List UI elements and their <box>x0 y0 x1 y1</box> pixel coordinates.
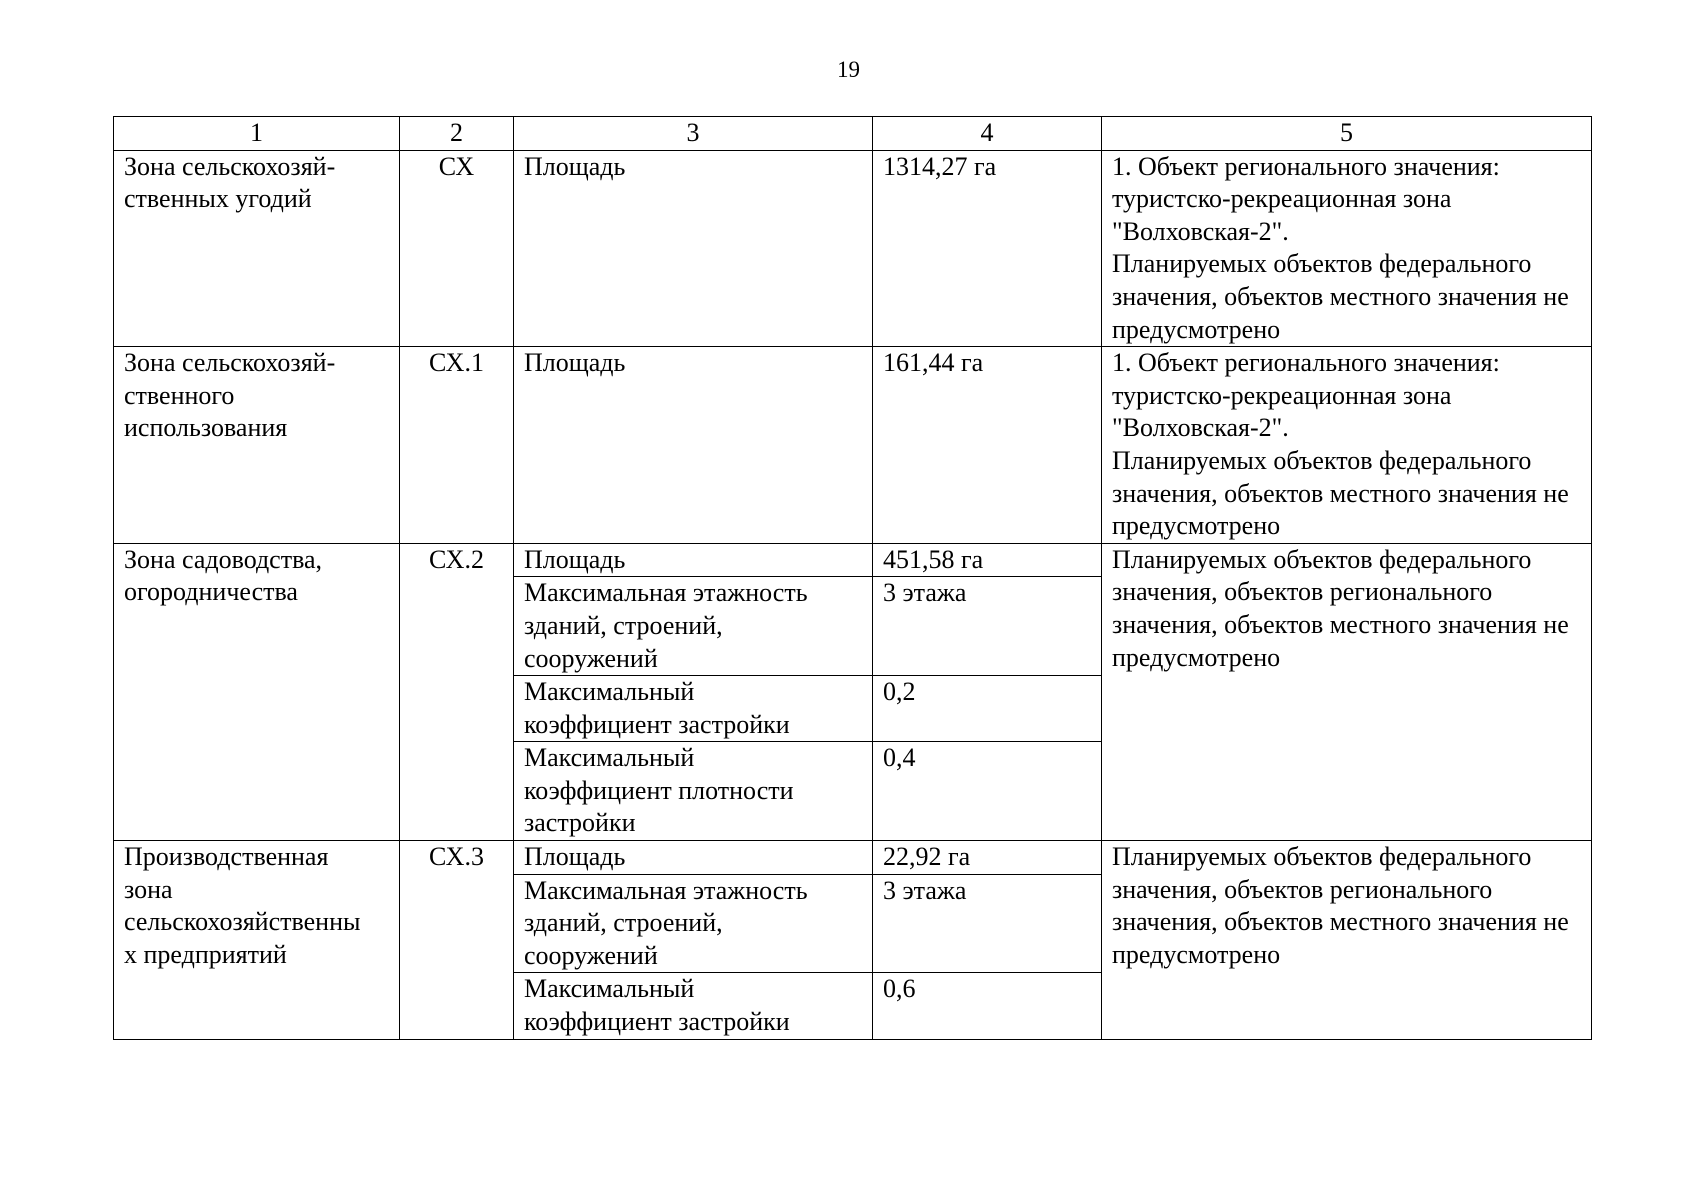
table-row <box>114 543 1592 577</box>
param-name-cell: Максимальная этажность зданий, строений, сооружений <box>514 874 873 973</box>
param-name-cell: Максимальный коэффициент плотности застройки <box>514 742 873 841</box>
zone-code-cell: СХ <box>400 150 514 347</box>
param-value-cell: 451,58 га <box>873 543 1102 577</box>
param-value-cell: 3 этажа <box>873 577 1102 676</box>
zone-code-cell: СХ.3 <box>400 841 514 1040</box>
header-cell: 3 <box>514 117 873 151</box>
header-cell: 1 <box>114 117 400 151</box>
param-value-cell: 0,6 <box>873 973 1102 1039</box>
header-cell: 2 <box>400 117 514 151</box>
param-name-cell: Площадь <box>514 841 873 875</box>
notes-cell: 1. Объект регионального значения: туристско-рекреационная зона "Волховская-2". Планируемых объектов федерального значения, объектов местного значения не предусмотрено <box>1102 150 1592 347</box>
zone-name-cell: Производственная зона сельскохозяйственны х предприятий <box>114 841 400 1040</box>
param-name-cell: Максимальный коэффициент застройки <box>514 973 873 1039</box>
zone-name-cell: Зона сельскохозяй- ственного использования <box>114 347 400 544</box>
table-row <box>114 347 1592 544</box>
table-header-row <box>114 117 1592 151</box>
param-name-cell: Площадь <box>514 543 873 577</box>
param-name-cell: Максимальный коэффициент застройки <box>514 676 873 742</box>
zone-code-cell: СХ.1 <box>400 347 514 544</box>
table-row <box>114 841 1592 875</box>
param-name-cell: Максимальная этажность зданий, строений, сооружений <box>514 577 873 676</box>
zone-name-cell: Зона сельскохозяй- ственных угодий <box>114 150 400 347</box>
notes-cell: Планируемых объектов федерального значения, объектов регионального значения, объектов местного значения не предусмотрено <box>1102 841 1592 1040</box>
header-cell: 4 <box>873 117 1102 151</box>
zones-table <box>113 116 1592 1040</box>
param-value-cell: 161,44 га <box>873 347 1102 544</box>
table-row <box>114 150 1592 347</box>
param-name-cell: Площадь <box>514 150 873 347</box>
zone-name-cell: Зона садоводства, огородничества <box>114 543 400 840</box>
param-value-cell: 1314,27 га <box>873 150 1102 347</box>
header-cell: 5 <box>1102 117 1592 151</box>
param-value-cell: 22,92 га <box>873 841 1102 875</box>
page-number: 19 <box>837 57 860 82</box>
param-value-cell: 0,2 <box>873 676 1102 742</box>
param-value-cell: 0,4 <box>873 742 1102 841</box>
param-value-cell: 3 этажа <box>873 874 1102 973</box>
param-name-cell: Площадь <box>514 347 873 544</box>
notes-cell: Планируемых объектов федерального значения, объектов регионального значения, объектов местного значения не предусмотрено <box>1102 543 1592 840</box>
notes-cell: 1. Объект регионального значения: туристско-рекреационная зона "Волховская-2". Планируемых объектов федерального значения, объектов местного значения не предусмотрено <box>1102 347 1592 544</box>
zone-code-cell: СХ.2 <box>400 543 514 840</box>
